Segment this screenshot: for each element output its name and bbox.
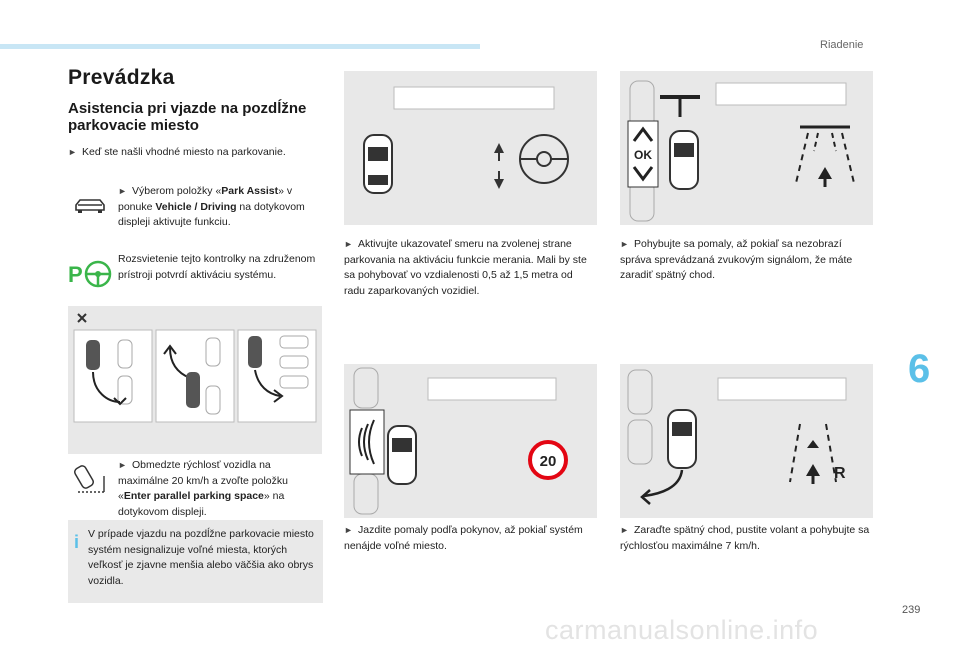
bullet-icon: ► (118, 460, 127, 470)
header-accent-bar (0, 44, 480, 49)
park-assist-indicator-icon (66, 258, 114, 290)
section-subtitle: Asistencia pri vjazde na pozdĺžne parkovacie miesto (68, 100, 307, 134)
page-number: 239 (902, 604, 921, 616)
turn-signal-illustration (344, 71, 597, 225)
car-menu-icon (72, 196, 108, 216)
move-slowly-illustration (620, 71, 873, 225)
caption-text: ► Zaraďte spätný chod, pustite volant a pohybujte sa rýchlosťou maximálne 7 km/h. (620, 524, 870, 552)
reverse-gear-illustration (620, 364, 873, 518)
info-text: V prípade vjazdu na pozdĺžne parkovacie miesto systém nesignalizuje voľné miesta, ktorých veľkosť je zjavne menšia alebo väčšia ako obrys vozidla. (88, 528, 314, 587)
watermark: carmanualsonline.info (545, 615, 819, 645)
svg-text:R: R (834, 465, 846, 482)
step-text: ► Keď ste našli vhodné miesto na parkovanie. (68, 145, 328, 161)
note-text: Rozsvietenie tejto kontrolky na združenom prístroji potvrdí aktiváciu systému. (118, 253, 316, 281)
page-title: Prevádzka (68, 66, 175, 89)
svg-text:20: 20 (539, 453, 557, 470)
info-icon: i (74, 532, 80, 552)
svg-text:OK: OK (634, 148, 652, 162)
caption-text: ► Pohybujte sa pomaly, až pokiaľ sa nezobrazí správa sprevádzaná zvukovým signálom, že máte zaradiť spätný chod. (620, 238, 853, 281)
bullet-icon: ► (620, 239, 629, 249)
svg-text:P: P (68, 262, 83, 287)
chapter-number: 6 (908, 347, 931, 391)
bullet-icon: ► (620, 525, 629, 535)
bullet-icon: ► (344, 525, 353, 535)
section-label: Riadenie (820, 39, 864, 51)
drive-slowly-illustration (344, 364, 597, 518)
bullet-icon: ► (68, 147, 77, 157)
caption-text: ► Aktivujte ukazovateľ smeru na zvolenej strane parkovania na aktiváciu funkcie merania. Mali by ste sa pohybovať vo vzdialenosti 0,5 až 1,5 metra od radu zaparkovaných vozidiel. (344, 238, 587, 297)
speed-limit-car-icon (74, 462, 110, 496)
step-text: ► Výberom položky «Park Assist» v ponuke Vehicle / Driving na dotykovom displeji aktivujte funkciu. (118, 185, 305, 228)
caption-text: ► Jazdite pomaly podľa pokynov, až pokiaľ systém nenájde voľné miesto. (344, 524, 583, 552)
parking-mode-selection-illustration (68, 306, 322, 454)
bullet-icon: ► (344, 239, 353, 249)
bullet-icon: ► (118, 186, 127, 196)
step-text: ► Obmedzte rýchlosť vozidla na maximálne 20 km/h a zvoľte položku «Enter parallel parking space» na dotykovom displeji. (118, 459, 288, 518)
